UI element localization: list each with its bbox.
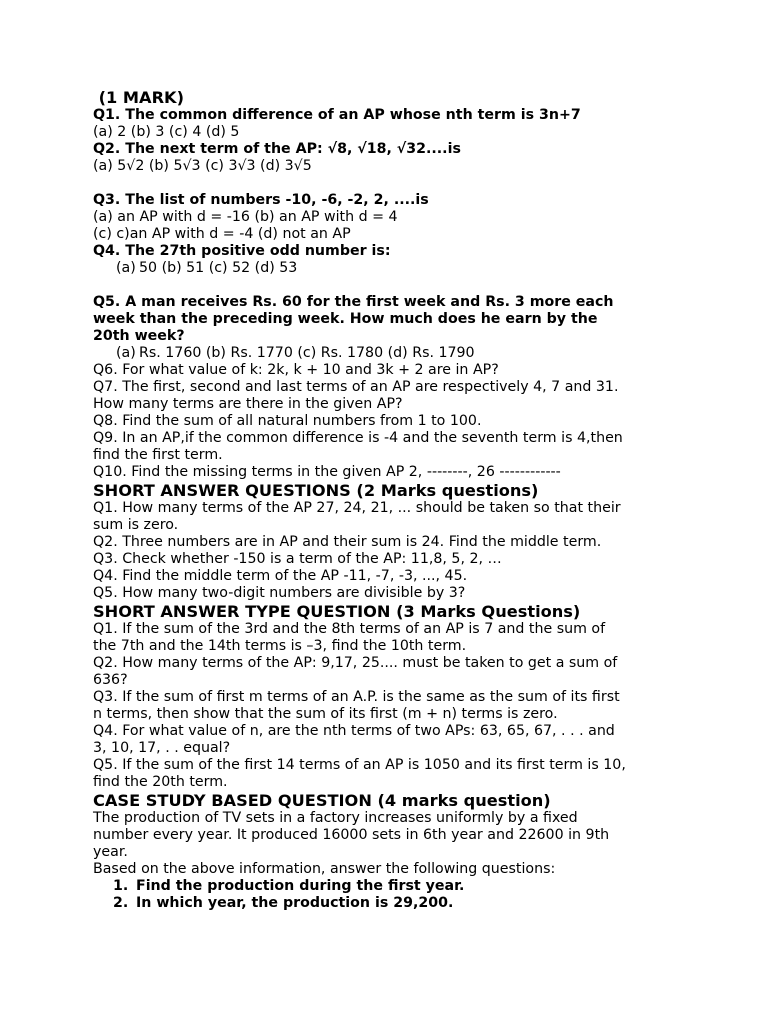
question-5-line-3: 20th week? bbox=[93, 328, 185, 344]
list-item-text: Find the production during the first year. bbox=[136, 878, 465, 894]
worksheet-page bbox=[93, 88, 693, 912]
question-4-option-values: 50 (b) 51 (c) 52 (d) 53 bbox=[139, 260, 298, 276]
sa3-question-3-line-2: n terms, then show that the sum of its first (m + n) terms is zero. bbox=[93, 706, 558, 722]
question-7-line-1: Q7. The first, second and last terms of an AP are respectively 4, 7 and 31. bbox=[93, 379, 619, 395]
question-3-options-line-2: (c) c)an AP with d = -4 (d) not an AP bbox=[93, 226, 351, 242]
sa2-question-4-text: Q4. Find the middle term of the AP -11, -7, -3, ..., 45. bbox=[93, 568, 468, 584]
sa2-question-1-line-2: sum is zero. bbox=[93, 517, 179, 533]
question-3-options-line-1: (a) an AP with d = -16 (b) an AP with d = 4 bbox=[93, 209, 398, 225]
question-6-text: Q6. For what value of k: 2k, k + 10 and 3k + 2 are in AP? bbox=[93, 362, 499, 378]
sa3-question-5-line-1: Q5. If the sum of the first 14 terms of an AP is 1050 and its first term is 10, bbox=[93, 757, 626, 773]
case-study-intro: Based on the above information, answer the following questions: bbox=[93, 861, 556, 877]
sa3-question-2-line-1: Q2. How many terms of the AP: 9,17, 25.... must be taken to get a sum of bbox=[93, 655, 618, 671]
sa3-question-2-line-2: 636? bbox=[93, 672, 128, 688]
question-5-options bbox=[93, 345, 693, 362]
question-1-options: (a) 2 (b) 3 (c) 4 (d) 5 bbox=[93, 124, 240, 140]
spacer bbox=[93, 175, 693, 192]
spacer bbox=[93, 277, 693, 294]
sa2-question-3-text: Q3. Check whether -150 is a term of the AP: 11,8, 5, 2, … bbox=[93, 551, 502, 567]
question-7-line-2: How many terms are there in the given AP? bbox=[93, 396, 403, 412]
question-9-line-2: find the first term. bbox=[93, 447, 223, 463]
sa3-question-3-line-1: Q3. If the sum of first m terms of an A.P. is the same as the sum of its first bbox=[93, 689, 620, 705]
case-study-paragraph-line-3: year. bbox=[93, 844, 128, 860]
question-2-text: Q2. The next term of the AP: √8, √18, √32....is bbox=[93, 141, 461, 157]
question-9-line-1: Q9. In an AP,if the common difference is -4 and the seventh term is 4,then bbox=[93, 430, 623, 446]
sa2-question-1-line-1: Q1. How many terms of the AP 27, 24, 21, ... should be taken so that their bbox=[93, 500, 621, 516]
sa3-question-4-line-1: Q4. For what value of n, are the nth terms of two APs: 63, 65, 67, . . . and bbox=[93, 723, 615, 739]
list-number: 1. bbox=[113, 878, 129, 894]
sa2-question-2-text: Q2. Three numbers are in AP and their sum is 24. Find the middle term. bbox=[93, 534, 602, 550]
question-1-text: Q1. The common difference of an AP whose nth term is 3n+7 bbox=[93, 107, 581, 123]
question-2-options: (a) 5√2 (b) 5√3 (c) 3√3 (d) 3√5 bbox=[93, 158, 312, 174]
question-4-options bbox=[93, 260, 693, 277]
sa3-question-5-line-2: find the 20th term. bbox=[93, 774, 228, 790]
sa3-question-1-line-1: Q1. If the sum of the 3rd and the 8th terms of an AP is 7 and the sum of bbox=[93, 621, 606, 637]
option-marker: (a) bbox=[116, 345, 136, 361]
question-3-text: Q3. The list of numbers -10, -6, -2, 2, ....is bbox=[93, 192, 429, 208]
question-5-line-1: Q5. A man receives Rs. 60 for the first week and Rs. 3 more each bbox=[93, 294, 614, 310]
section-heading-2-marks: SHORT ANSWER QUESTIONS (2 Marks questions) bbox=[93, 481, 539, 500]
case-study-item-1 bbox=[93, 878, 693, 895]
option-marker: (a) bbox=[116, 260, 136, 276]
question-4-text: Q4. The 27th positive odd number is: bbox=[93, 243, 391, 259]
section-heading-3-marks: SHORT ANSWER TYPE QUESTION (3 Marks Questions) bbox=[93, 602, 581, 621]
case-study-paragraph-line-1: The production of TV sets in a factory increases uniformly by a fixed bbox=[93, 810, 578, 826]
section-heading-case-study: CASE STUDY BASED QUESTION (4 marks question) bbox=[93, 791, 551, 810]
list-number: 2. bbox=[113, 895, 129, 911]
case-study-item-2 bbox=[93, 895, 693, 912]
case-study-paragraph-line-2: number every year. It produced 16000 sets in 6th year and 22600 in 9th bbox=[93, 827, 610, 843]
sa2-question-5-text: Q5. How many two-digit numbers are divisible by 3? bbox=[93, 585, 466, 601]
sa3-question-4-line-2: 3, 10, 17, . . equal? bbox=[93, 740, 231, 756]
list-item-text: In which year, the production is 29,200. bbox=[136, 895, 454, 911]
question-8-text: Q8. Find the sum of all natural numbers from 1 to 100. bbox=[93, 413, 482, 429]
section-heading-1-mark: (1 MARK) bbox=[93, 88, 184, 107]
question-10-text: Q10. Find the missing terms in the given AP 2, --------, 26 ------------ bbox=[93, 464, 561, 480]
question-5-line-2: week than the preceding week. How much does he earn by the bbox=[93, 311, 598, 327]
question-5-option-values: Rs. 1760 (b) Rs. 1770 (c) Rs. 1780 (d) Rs. 1790 bbox=[139, 345, 475, 361]
sa3-question-1-line-2: the 7th and the 14th terms is –3, find the 10th term. bbox=[93, 638, 467, 654]
